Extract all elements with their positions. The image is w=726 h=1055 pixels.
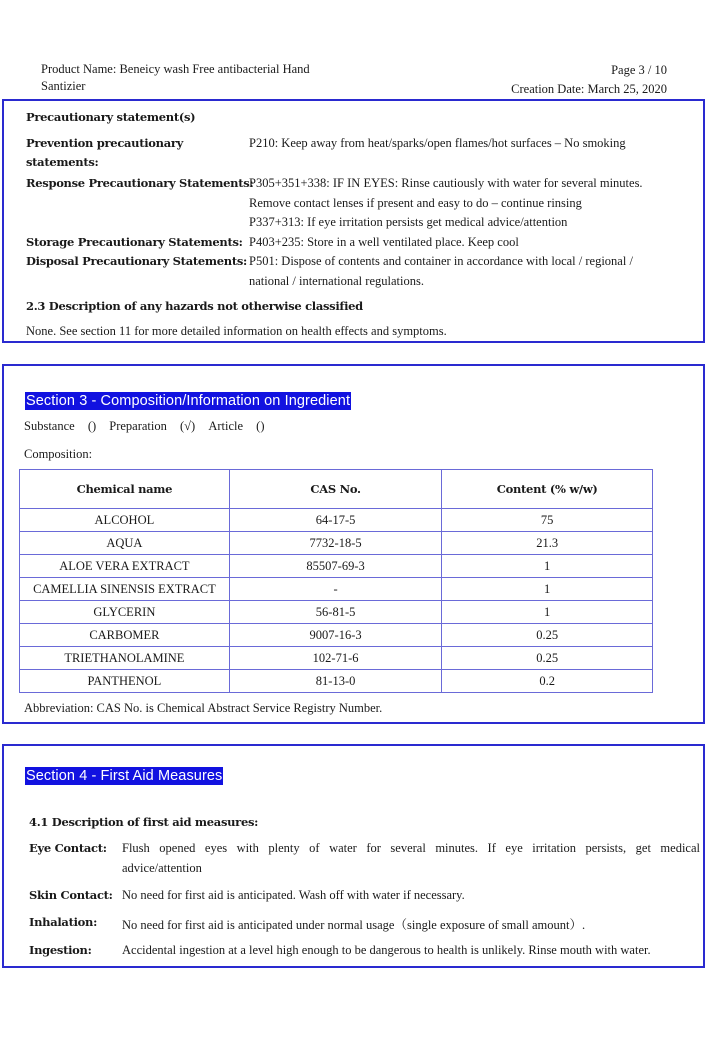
- product-name: [41, 61, 361, 95]
- product-name-line-1: Product Name: Beneicy wash Free antibacterial Hand: [41, 62, 310, 76]
- eye-contact-label: Eye Contact:: [29, 841, 107, 855]
- table-header-row: [20, 470, 653, 509]
- content: 1: [442, 555, 653, 578]
- header-content: Content (% w/w): [442, 470, 653, 509]
- article-mark: (): [256, 419, 265, 433]
- table-row: [20, 578, 653, 601]
- precautionary-heading: Precautionary statement(s): [26, 110, 196, 124]
- substance-label: Substance: [24, 419, 75, 433]
- cas-no: 56-81-5: [229, 601, 442, 624]
- chemical-name: TRIETHANOLAMINE: [20, 647, 230, 670]
- first-aid-subheading: 4.1 Description of first aid measures:: [29, 815, 259, 829]
- chemical-name: PANTHENOL: [20, 670, 230, 693]
- article-label: Article: [208, 419, 244, 433]
- response-line-2: Remove contact lenses if present and easy to do – continue rinsing: [249, 196, 582, 210]
- content: 1: [442, 578, 653, 601]
- content: 0.25: [442, 624, 653, 647]
- chemical-name: AQUA: [20, 532, 230, 555]
- disposal-line-1: P501: Dispose of contents and container in accordance with local / regional /: [249, 254, 633, 268]
- composition-label: Composition:: [24, 447, 93, 461]
- preparation-label: Preparation: [109, 419, 167, 433]
- storage-label: Storage Precautionary Statements:: [26, 235, 243, 249]
- disposal-label: Disposal Precautionary Statements:: [26, 254, 247, 268]
- table-row: [20, 647, 653, 670]
- product-name-line-2: Santizier: [41, 79, 86, 93]
- skin-contact-label: Skin Contact:: [29, 888, 113, 902]
- header-cas-no: CAS No.: [229, 470, 442, 509]
- table-row: [20, 601, 653, 624]
- cas-no: -: [229, 578, 442, 601]
- substance-mark: (): [87, 419, 97, 433]
- inhalation-text: No need for first aid is anticipated under normal usage（single exposure of small amount）.: [122, 918, 586, 932]
- composition-table: [19, 469, 653, 693]
- preparation-checkmark: (√): [180, 419, 196, 433]
- section-4-title: Section 4 - First Aid Measures: [26, 768, 223, 784]
- ingestion-text: Accidental ingestion at a level high enough to be dangerous to health is unlikely. Rinse mouth with water.: [122, 943, 651, 957]
- eye-contact-line-2: advice/attention: [122, 861, 202, 875]
- cas-no: 9007-16-3: [229, 624, 442, 647]
- table-row: [20, 670, 653, 693]
- cas-no: 7732-18-5: [229, 532, 442, 555]
- header-chemical-name: Chemical name: [20, 470, 230, 509]
- creation-date: Creation Date: March 25, 2020: [511, 82, 667, 96]
- page-info: [511, 61, 667, 99]
- precautionary-box: [2, 99, 705, 343]
- storage-text: P403+235: Store in a well ventilated place. Keep cool: [249, 235, 519, 249]
- hazards-text: None. See section 11 for more detailed information on health effects and symptoms.: [26, 324, 447, 338]
- table-row: [20, 624, 653, 647]
- cas-no: 102-71-6: [229, 647, 442, 670]
- content: 0.2: [442, 670, 653, 693]
- chemical-name: ALCOHOL: [20, 509, 230, 532]
- response-line-3: P337+313: If eye irritation persists get medical advice/attention: [249, 215, 568, 229]
- hazards-heading: 2.3 Description of any hazards not otherwise classified: [26, 299, 363, 313]
- table-row: [20, 555, 653, 578]
- content: 1: [442, 601, 653, 624]
- chemical-name: CARBOMER: [20, 624, 230, 647]
- page-number: Page 3 / 10: [611, 63, 667, 77]
- disposal-line-2: national / international regulations.: [249, 274, 424, 288]
- prevention-label-2: statements:: [26, 155, 99, 169]
- cas-no: 85507-69-3: [229, 555, 442, 578]
- cas-no: 81-13-0: [229, 670, 442, 693]
- section-3-title: Section 3 - Composition/Information on Ingredient: [26, 393, 351, 409]
- abbreviation-note: Abbreviation: CAS No. is Chemical Abstract Service Registry Number.: [24, 701, 383, 715]
- inhalation-label: Inhalation:: [29, 915, 98, 929]
- eye-contact-line-1: Flush opened eyes with plenty of water for several minutes. If eye irritation persists, get medical: [122, 841, 700, 855]
- chemical-name: GLYCERIN: [20, 601, 230, 624]
- response-label: Response Precautionary Statements:: [26, 176, 254, 190]
- chemical-name: CAMELLIA SINENSIS EXTRACT: [20, 578, 230, 601]
- response-line-1: P305+351+338: IF IN EYES: Rinse cautiously with water for several minutes.: [249, 176, 643, 190]
- chemical-name: ALOE VERA EXTRACT: [20, 555, 230, 578]
- section-4-box: [2, 744, 705, 968]
- cas-no: 64-17-5: [229, 509, 442, 532]
- content: 21.3: [442, 532, 653, 555]
- skin-contact-text: No need for first aid is anticipated. Wash off with water if necessary.: [122, 888, 465, 902]
- content: 75: [442, 509, 653, 532]
- prevention-text: P210: Keep away from heat/sparks/open flames/hot surfaces – No smoking: [249, 136, 626, 150]
- table-row: [20, 532, 653, 555]
- prevention-label-1: Prevention precautionary: [26, 136, 184, 150]
- composition-type-line: [24, 419, 265, 434]
- section-3-box: [2, 364, 705, 724]
- table-row: [20, 509, 653, 532]
- content: 0.25: [442, 647, 653, 670]
- ingestion-label: Ingestion:: [29, 943, 92, 957]
